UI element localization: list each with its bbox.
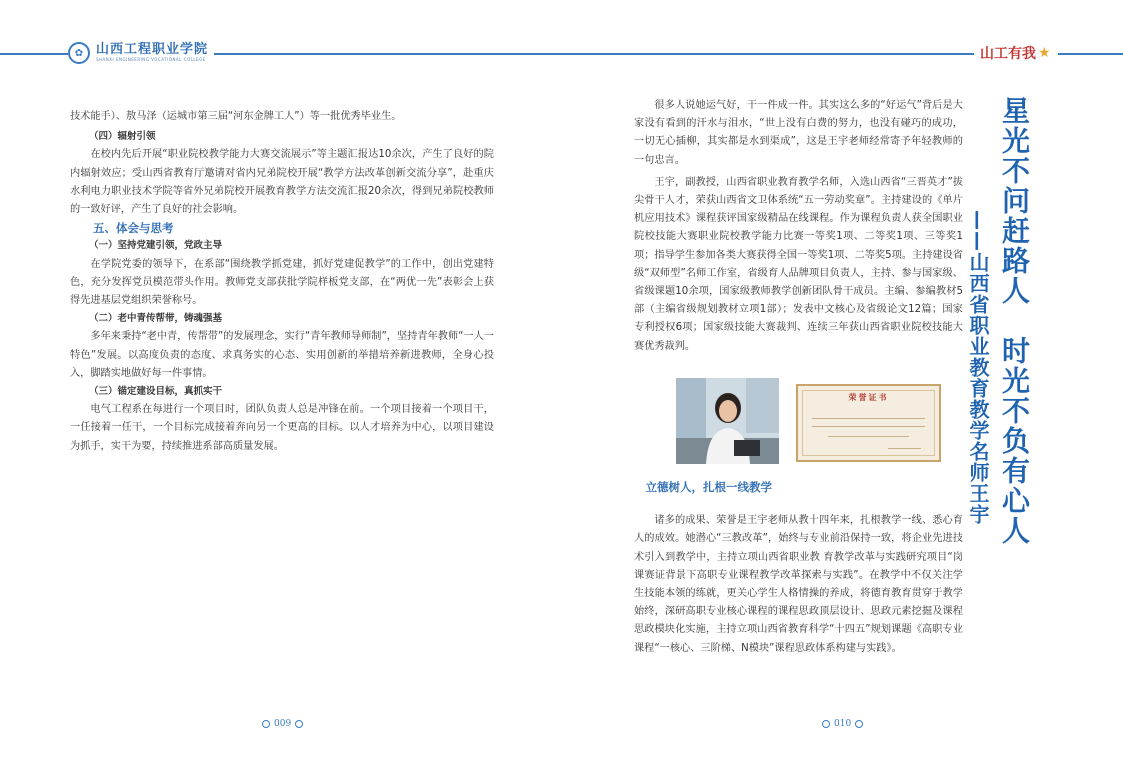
- paragraph-radiate: 在校内先后开展“职业院校教学能力大赛交流展示”等主题汇报达10余次，产生了良好的院内辐射效应；受山西省教育厅邀请对省内兄弟院校开展“教学方法改革创新交流分享”，赴重庆水利电力职业技术学院等省外兄弟院校开展教育教学方法交流汇报20余次，得到兄弟院校教师的一致好评，产生了良好的社会影响。: [70, 149, 494, 216]
- certificate-title: 荣誉证书: [848, 393, 889, 402]
- paragraph-party: 在学院党委的领导下，在系部“围绕教学抓党建，抓好党建促教学”的工作中，创出党建特色，充分发挥党员模范带头作用。教师党支部获批学院样板党支部，在“两优一先”表彰会上获得先进基层党组织荣誉称号。: [70, 258, 494, 307]
- right-page-body-bottom: [634, 474, 963, 658]
- circle-icon: [295, 720, 303, 728]
- section-heading-teaching: 立德树人，扎根一线教学: [645, 480, 772, 494]
- certificate-text-line: [812, 426, 925, 427]
- teacher-photo-illustration: [676, 378, 779, 464]
- page-number-text: 010: [834, 719, 852, 729]
- paragraph-mentor: 多年来秉持“老中青，传帮带”的发展理念，实行“青年教师导师制”，坚持青年教师“一人一特色”发展。以高度负责的态度、求真务实的心态、实用创新的举措培养新进教师，全身心投入，脚踏实地做好每一件事情。: [70, 331, 494, 379]
- subheading-radiate: （四）辐射引领: [89, 131, 156, 143]
- circle-icon: [855, 720, 863, 728]
- vertical-subtitle: ——山西省职业教育教学名师王宇: [966, 210, 990, 525]
- left-page-body: [70, 108, 494, 456]
- subheading-mentor: （二）老中青传帮带，铸魂强基: [89, 313, 223, 325]
- brand-mark: [974, 43, 1057, 63]
- circle-icon: [822, 720, 830, 728]
- certificate-text-line: [828, 436, 909, 437]
- certificate-text-line: [812, 418, 925, 419]
- school-name: 山西工程职业学院: [96, 42, 209, 57]
- paragraph-intro: 技术能手）、敖马泽（运城市第三届“河东金牌工人”）等一批优秀毕业生。: [70, 111, 402, 122]
- page-number-left: [258, 719, 307, 729]
- school-name-en: SHANXI ENGINEERING VOCATIONAL COLLEGE: [96, 57, 206, 62]
- page-number-right: [818, 719, 867, 729]
- subheading-party: （一）坚持党建引领，党政主导: [89, 240, 223, 252]
- star-icon: ★: [1038, 45, 1051, 61]
- paragraph-teaching: 诸多的成果、荣誉是王宇老师从教十四年来，扎根教学一线、悉心育人的成效。她潜心“三教改革”，始终与专业前沿保持一致，将企业先进技术引入到教学中，主持立项山西省职业教 育教学改革与实践研究项目“岗课赛证背景下高职专业课程教学改革探索与实践”。在教学中不仅关注学生技能本领的练就，更关心学生人格情操的养成，将德育教育贯穿于教学始终，深研高职专业核心课程的课程思政顶层设计、思政元素挖掘及课程思政模块化实施，主持立项山西省教育科学“十四五”规划课题《高职专业课程“一核心、三阶梯、N模块”课程思政体系构建与实践》。: [634, 515, 963, 654]
- paragraph-luck: 很多人说她运气好，干一件成一件。其实这么多的“好运气”背后是大家没有看到的汗水与泪水，“世上没有白费的努力，也没有碰巧的成功，一切无心插柳，其实都是水到渠成”，这是王宇老师经常寄予年轻教师的一句忠言。: [634, 100, 963, 166]
- vertical-title: 星光不问赶路人 时光不负有心人: [998, 96, 1031, 546]
- right-page-body-top: [634, 97, 963, 356]
- section-heading-reflection: 五、体会与思考: [93, 221, 174, 236]
- circle-icon: [262, 720, 270, 728]
- paragraph-bio: 王宇，副教授，山西省职业教育教学名师，入选山西省“三晋英才”拔尖骨干人才，荣获山西省文卫体系统“五一劳动奖章”。主持建设的《单片机应用技术》课程获评国家级精品在线课程。作为课程负责人获全国职业院校技能大赛职业院校教学能力比赛一等奖1项、二等奖1项、三等奖1项；指导学生参加各类大赛获得全国一等奖1项、二等奖5项。主持建设省级“双师型”名师工作室，省级育人品牌项目负责人，主持、参与国家级、省级课题10余项，国家级教师教学创新团队骨干成员。主编、参编教材5部（主编省级规划教材立项1部）；发表中文核心及省级论文12篇；国家专利授权6项；国家级技能大赛裁判、连续三年获山西省职业院校技能大赛优秀裁判。: [634, 176, 963, 352]
- paragraph-goal: 电气工程系在每进行一个项目时，团队负责人总是冲锋在前。一个项目接着一个项目干，一任接着一任干，一个目标完成接着奔向另一个更高的目标。以人才培养为中心，以项目建设为抓手，实干为要，持续推进系部高质量发展。: [70, 404, 494, 452]
- school-emblem-icon: ✿: [68, 42, 90, 64]
- brand-text: 山工有我: [980, 46, 1036, 62]
- page-number-text: 009: [274, 719, 292, 729]
- subheading-goal: （三）锚定建设目标，真抓实干: [89, 386, 223, 398]
- school-logo: [68, 42, 214, 64]
- teacher-photo: [676, 378, 779, 464]
- certificate-text-line: [888, 448, 921, 449]
- honor-certificate: [796, 384, 941, 462]
- header-rule-right: [1058, 53, 1123, 55]
